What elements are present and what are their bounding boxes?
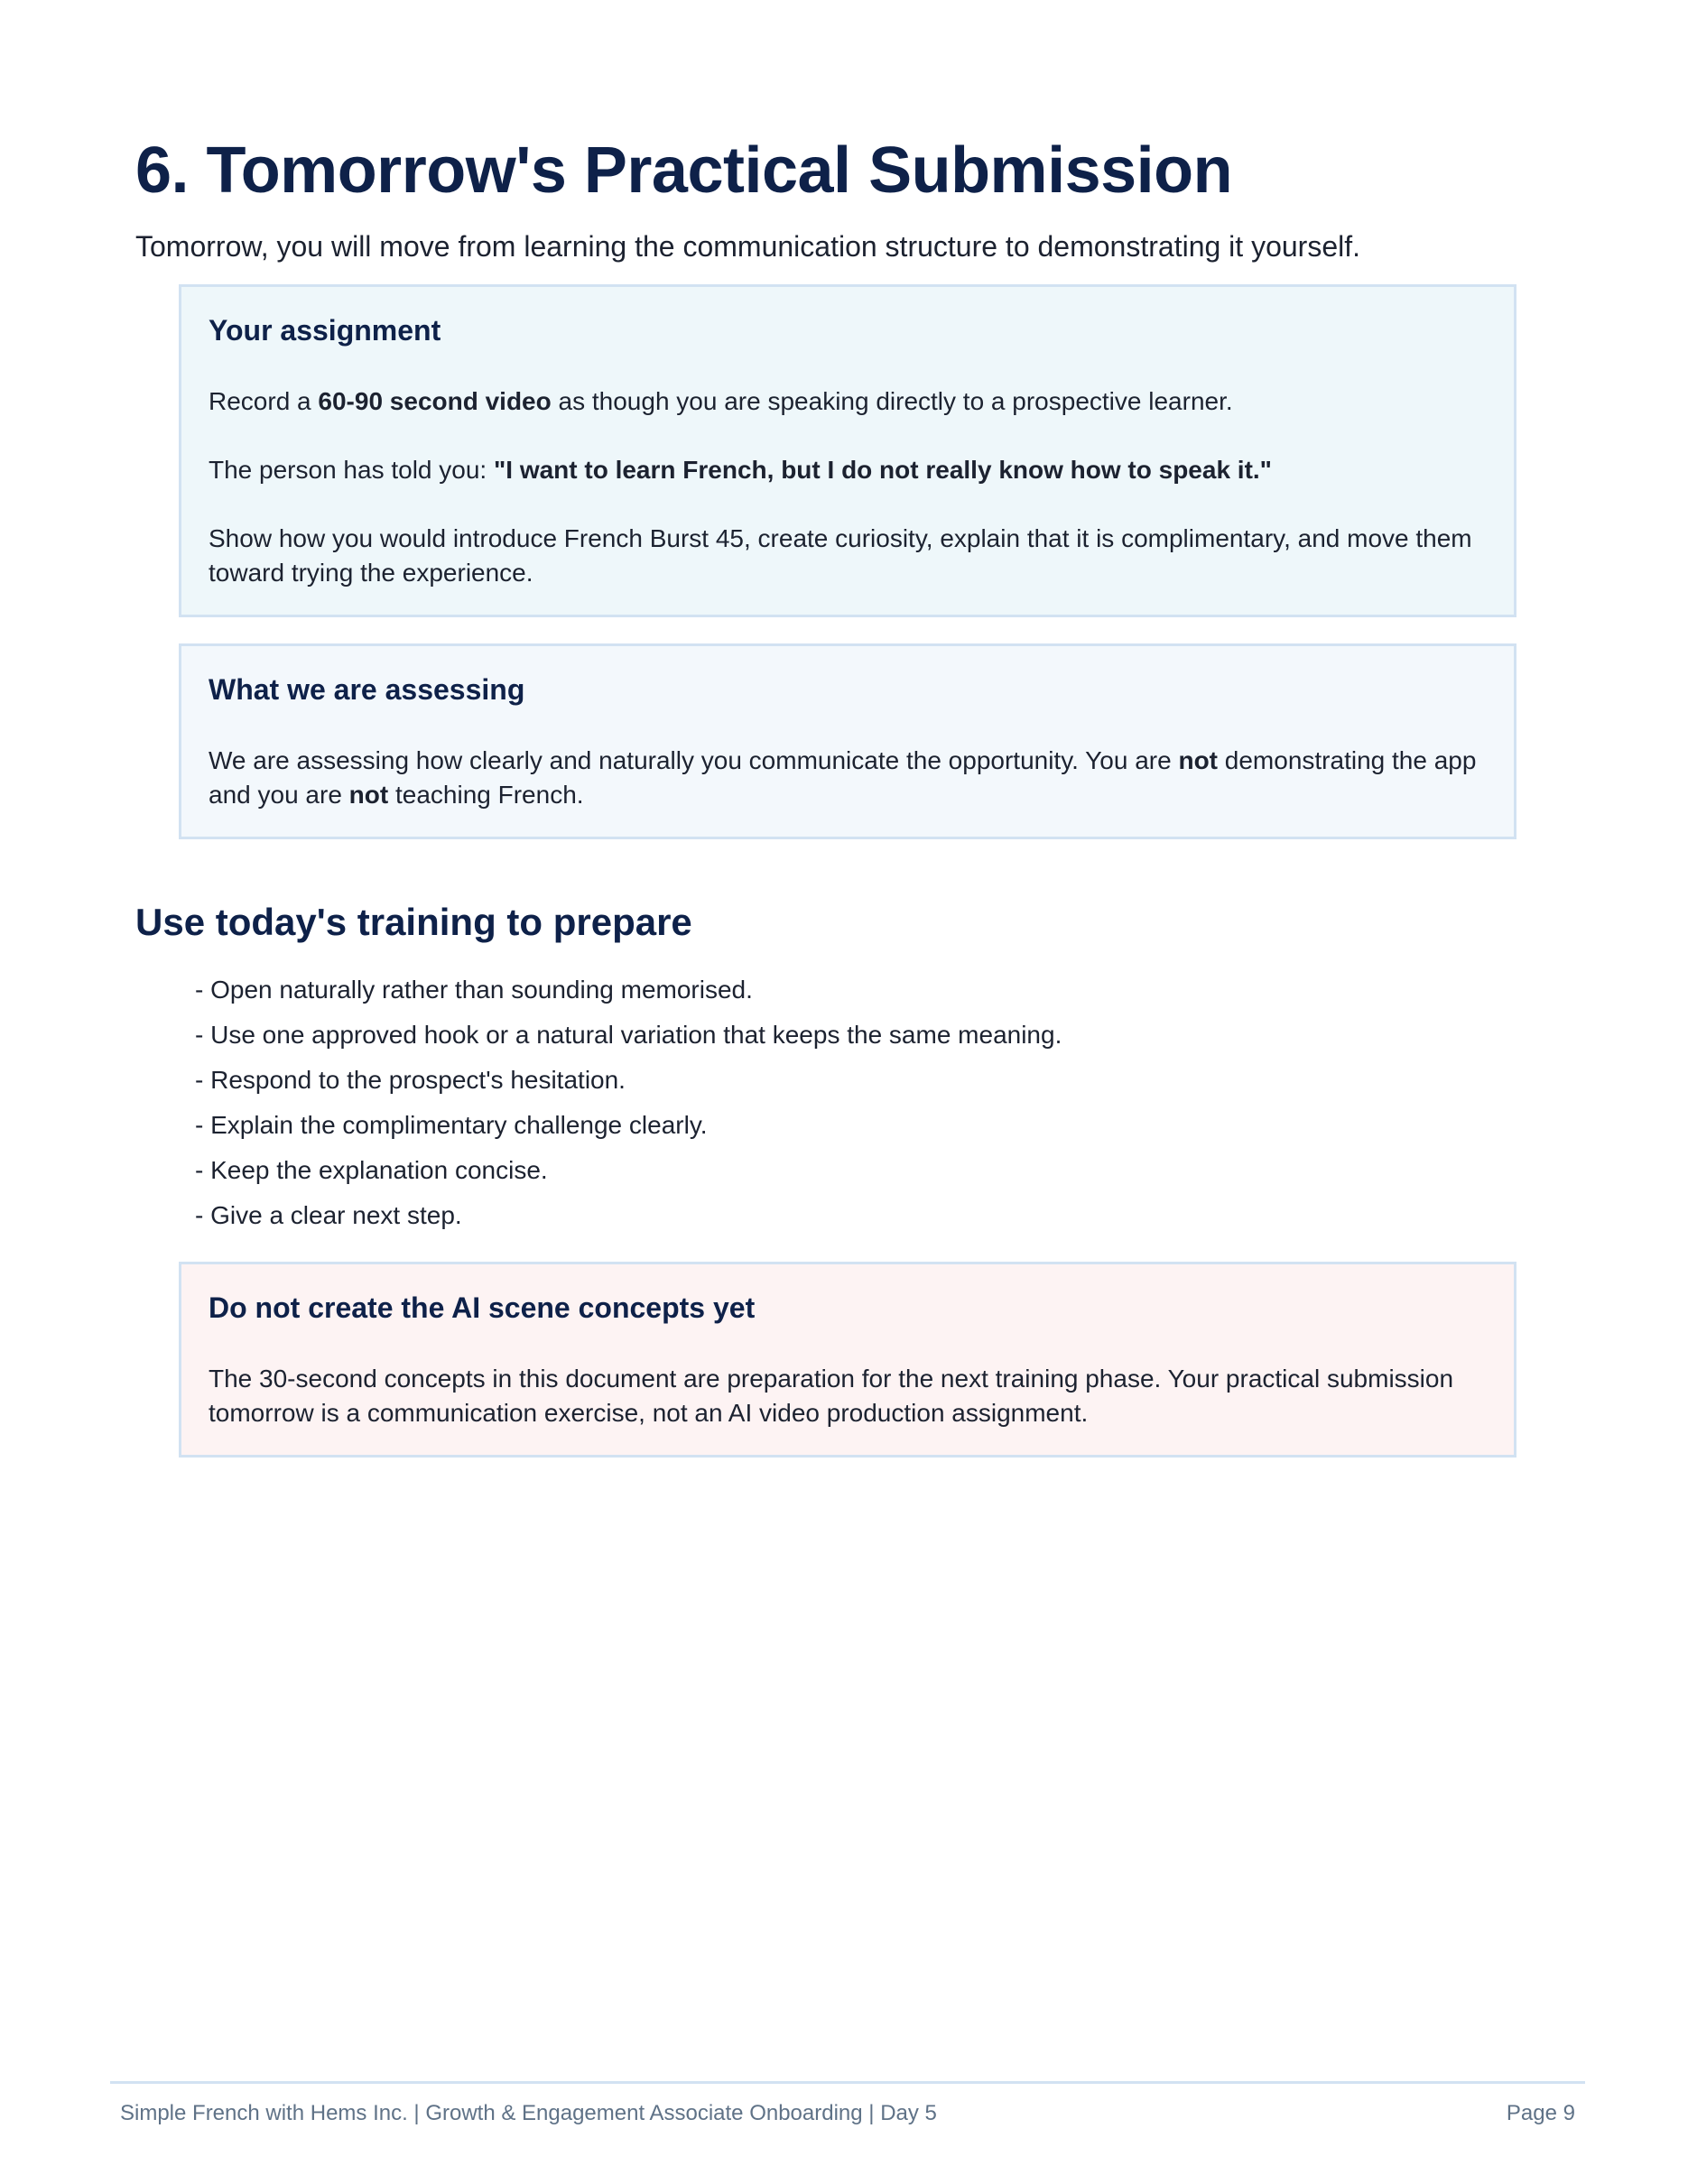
assignment-paragraph-1 <box>209 384 1487 419</box>
assessing-paragraph <box>209 744 1487 812</box>
page-number: Page 9 <box>1506 2101 1575 2125</box>
page-title: 6. Tomorrow's Practical Submission <box>135 134 1233 207</box>
assignment-paragraph-3: Show how you would introduce French Burst 45, create curiosity, explain that it is complimentary, and move them toward trying the experience. <box>209 523 1472 587</box>
assessing-title: What we are assessing <box>209 673 525 706</box>
assignment-p1-text-start: Record a <box>209 386 319 415</box>
assignment-p1-text-end: as though you are speaking directly to a prospective learner. <box>551 386 1233 415</box>
assessing-bold-2: not <box>348 780 389 809</box>
assessing-box <box>179 643 1516 839</box>
assessing-text-1: We are assessing how clearly and naturally you communicate the opportunity. You are <box>209 745 1179 774</box>
assignment-box <box>179 284 1516 617</box>
warning-paragraph: The 30-second concepts in this document are preparation for the next training phase. Your practical submission tomorrow is a communication exercise, not an AI video production assignment. <box>209 1364 1454 1427</box>
footer-text: Simple French with Hems Inc. | Growth & Engagement Associate Onboarding | Day 5 <box>120 2101 937 2125</box>
list-item: - Keep the explanation concise. <box>195 1156 548 1184</box>
assignment-paragraph-2 <box>209 453 1487 487</box>
assignment-p1-bold: 60-90 second video <box>318 386 552 415</box>
list-item: - Open naturally rather than sounding memorised. <box>195 976 753 1004</box>
assessing-text-2: demonstrating the app and you are <box>209 745 1477 809</box>
list-item: - Explain the complimentary challenge clearly. <box>195 1111 708 1139</box>
intro-paragraph: Tomorrow, you will move from learning the communication structure to demonstrating it yourself. <box>135 230 1360 263</box>
list-item: - Give a clear next step. <box>195 1201 462 1229</box>
assessing-text-3: teaching French. <box>388 780 584 809</box>
assessing-bold-1: not <box>1178 745 1218 774</box>
assignment-p2-text: The person has told you: <box>209 455 494 484</box>
list-item: - Respond to the prospect's hesitation. <box>195 1066 626 1094</box>
prepare-list <box>195 967 1062 1238</box>
footer-divider <box>110 2081 1585 2084</box>
list-item: - Use one approved hook or a natural variation that keeps the same meaning. <box>195 1021 1062 1049</box>
assignment-p2-quote: "I want to learn French, but I do not really know how to speak it." <box>493 455 1272 484</box>
prepare-section-title: Use today's training to prepare <box>135 901 692 943</box>
assignment-title: Your assignment <box>209 314 441 347</box>
warning-title: Do not create the AI scene concepts yet <box>209 1291 756 1324</box>
warning-box <box>179 1262 1516 1458</box>
